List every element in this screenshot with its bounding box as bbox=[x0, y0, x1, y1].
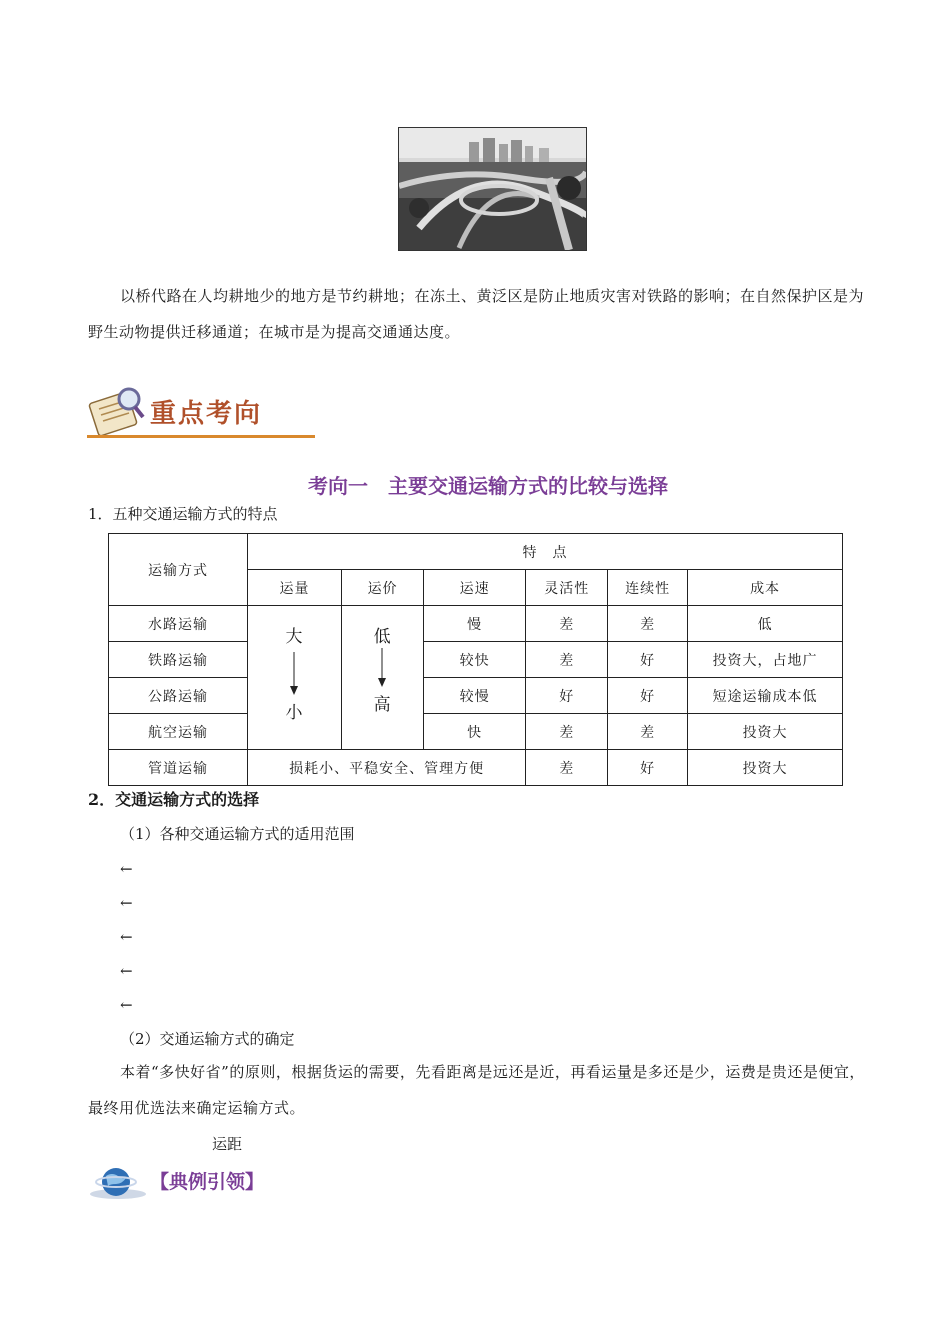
item2-sub2: （2）交通运输方式的确定 bbox=[120, 1030, 295, 1048]
row-speed: 慢 bbox=[424, 606, 526, 642]
row-flexibility: 差 bbox=[526, 750, 608, 786]
table-row bbox=[109, 678, 843, 714]
subheader-continuity: 连续性 bbox=[608, 570, 688, 606]
row-speed: 快 bbox=[424, 714, 526, 750]
subheader-speed: 运速 bbox=[424, 570, 526, 606]
table-row bbox=[109, 714, 843, 750]
row-flexibility: 好 bbox=[526, 678, 608, 714]
row-mode: 航空运输 bbox=[109, 714, 248, 750]
down-arrow-icon bbox=[376, 648, 388, 688]
table-row bbox=[109, 606, 843, 642]
row-continuity: 差 bbox=[608, 714, 688, 750]
row-mode: 公路运输 bbox=[109, 678, 248, 714]
subheader-flexibility: 灵活性 bbox=[526, 570, 608, 606]
distance-label: 运距 bbox=[212, 1135, 243, 1153]
table-row bbox=[109, 642, 843, 678]
left-arrow-glyph: ← bbox=[120, 996, 133, 1014]
volume-top: 大 bbox=[285, 627, 304, 647]
overpass-image bbox=[399, 128, 586, 250]
row-cost: 投资大 bbox=[688, 750, 843, 786]
row-continuity: 好 bbox=[608, 750, 688, 786]
left-arrow-glyph: ← bbox=[120, 928, 133, 946]
row-continuity: 好 bbox=[608, 642, 688, 678]
left-arrow-glyph: ← bbox=[120, 894, 133, 912]
typical-example-title: 【典例引领】 bbox=[150, 1171, 265, 1193]
row-mode: 管道运输 bbox=[109, 750, 248, 786]
price-bottom: 高 bbox=[373, 695, 392, 715]
row-flexibility: 差 bbox=[526, 714, 608, 750]
bridge-photo bbox=[398, 127, 587, 251]
notebook-magnifier-icon bbox=[87, 385, 157, 440]
row-cost: 投资大 bbox=[688, 714, 843, 750]
globe-icon bbox=[88, 1164, 152, 1204]
row-flexibility: 差 bbox=[526, 642, 608, 678]
left-arrow-glyph: ← bbox=[120, 860, 133, 878]
item1-label: 1．五种交通运输方式的特点 bbox=[88, 505, 278, 523]
section-title: 考向一 主要交通运输方式的比较与选择 bbox=[308, 474, 668, 498]
pipeline-merged-features: 损耗小、平稳安全、管理方便 bbox=[248, 750, 526, 786]
row-speed: 较慢 bbox=[424, 678, 526, 714]
header-mode: 运输方式 bbox=[109, 534, 248, 606]
item2-paragraph: 本着“多快好省”的原则，根据货运的需要，先看距离是远还是近，再看运量是多还是少，运费是贵还是便宜，最终用优选法来确定运输方式。 bbox=[88, 1063, 865, 1117]
price-trend-cell bbox=[342, 606, 424, 750]
row-cost: 低 bbox=[688, 606, 843, 642]
intro-paragraph: 以桥代路在人均耕地少的地方是节约耕地；在冻土、黄泛区是防止地质灾害对铁路的影响；在自然保护区是为野生动物提供迁移通道；在城市是为提高交通通达度。 bbox=[88, 287, 865, 341]
row-continuity: 好 bbox=[608, 678, 688, 714]
row-mode: 水路运输 bbox=[109, 606, 248, 642]
row-cost: 投资大，占地广 bbox=[688, 642, 843, 678]
row-cost: 短途运输成本低 bbox=[688, 678, 843, 714]
row-speed: 较快 bbox=[424, 642, 526, 678]
volume-bottom: 小 bbox=[285, 703, 304, 723]
subheader-volume: 运量 bbox=[248, 570, 342, 606]
key-points-title: 重点考向 bbox=[150, 399, 263, 429]
transport-features-table bbox=[108, 533, 843, 786]
row-mode: 铁路运输 bbox=[109, 642, 248, 678]
header-feature: 特 点 bbox=[248, 534, 843, 570]
subheader-price: 运价 bbox=[342, 570, 424, 606]
row-continuity: 差 bbox=[608, 606, 688, 642]
subheader-cost: 成本 bbox=[688, 570, 843, 606]
banner-underline bbox=[87, 435, 315, 438]
row-flexibility: 差 bbox=[526, 606, 608, 642]
left-arrow-glyph: ← bbox=[120, 962, 133, 980]
price-top: 低 bbox=[373, 627, 392, 647]
item2-sub1: （1）各种交通运输方式的适用范围 bbox=[120, 825, 355, 843]
item2-label: 2．交通运输方式的选择 bbox=[88, 790, 260, 809]
volume-trend-cell bbox=[248, 606, 342, 750]
down-arrow-icon bbox=[288, 652, 300, 696]
table-row bbox=[109, 750, 843, 786]
